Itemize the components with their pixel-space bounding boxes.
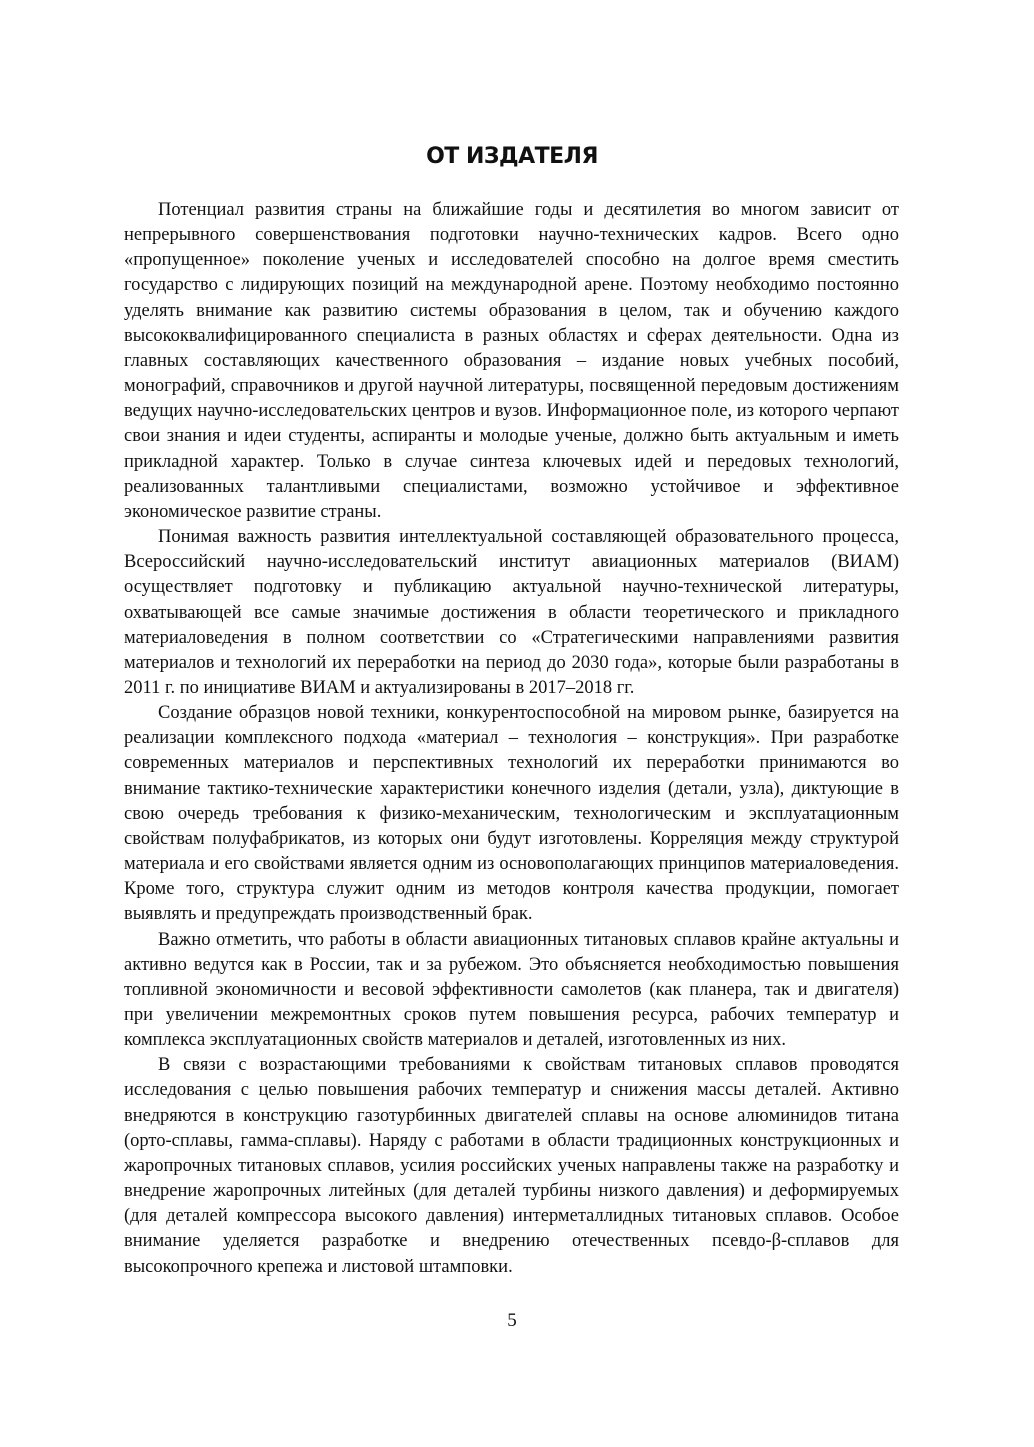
paragraph: Важно отметить, что работы в области авиационных титановых сплавов крайне актуальны и активно ведутся как в России, так и за рубежом. Это объясняется необходимостью повышения топливной экономичности и весовой эффективности самолетов (как планера, так и двигателя) при увеличении межремонтных сроков путем повышения ресурса, рабочих температур и комплекса эксплуатационных свойств материалов и деталей, изготовленных из них.	[124, 929, 899, 1051]
page-title: ОТ ИЗДАТЕЛЯ	[426, 144, 598, 169]
paragraph: Потенциал развития страны на ближайшие годы и десятилетия во многом зависит от непрерывного совершенствования подготовки научно-технических кадров. Всего одно «пропущенное» поколение ученых и исследователей способно на долгое время сместить государство с лидирующих позиций на международной арене. Поэтому необходимо постоянно уделять внимание как развитию системы образования в целом, так и обучению каждого высококвалифицированного специалиста в разных областях и сферах деятельности. Одна из главных составляющих качественного образования – издание новых учебных пособий, монографий, справочников и другой научной литературы, посвященной передовым достижениям ведущих научно-исследовательских центров и вузов. Информационное поле, из которого черпают свои знания и идеи студенты, аспиранты и молодые ученые, должно быть актуальным и иметь прикладной характер. Только в случае синтеза ключевых идей и передовых технологий, реализованных талантливыми специалистами, возможно устойчивое и эффективное экономическое развитие страны.	[124, 200, 899, 522]
paragraph: Понимая важность развития интеллектуальной составляющей образовательного процесса, Всероссийский научно-исследовательский институт авиационных материалов (ВИАМ) осуществляет подготовку и публикацию актуальной научно-технической литературы, охватывающей все самые значимые достижения в области теоретического и прикладного материаловедения в полном соответствии со «Стратегическими направлениями развития материалов и технологий их переработки на период до 2030 года», которые были разработаны в 2011 г. по инициативе ВИАМ и актуализированы в 2017–2018 гг.	[124, 527, 899, 698]
page-number: 5	[507, 1310, 517, 1331]
body-text	[124, 198, 899, 1280]
paragraph: Создание образцов новой техники, конкурентоспособной на мировом рынке, базируется на реализации комплексного подхода «материал – технология – конструкция». При разработке современных материалов и перспективных технологий их переработки принимаются во внимание тактико-технические характеристики конечного изделия (детали, узла), диктующие в свою очередь требования к физико-механическим, технологическим и эксплуатационным свойствам полуфабрикатов, из которых они будут изготовлены. Корреляция между структурой материала и его свойствами является одним из основополагающих принципов материаловедения. Кроме того, структура служит одним из методов контроля качества продукции, помогает выявлять и предупреждать производственный брак.	[124, 703, 899, 925]
paragraph: В связи с возрастающими требованиями к свойствам титановых сплавов проводятся исследования с целью повышения рабочих температур и снижения массы деталей. Активно внедряются в конструкцию газотурбинных двигателей сплавы на основе алюминидов титана (орто-сплавы, гамма-сплавы). Наряду с работами в области традиционных конструкционных и жаропрочных титановых сплавов, усилия российских ученых направлены также на разработку и внедрение жаропрочных литейных (для деталей турбины низкого давления) и деформируемых (для деталей компрессора высокого давления) интерметаллидных титановых сплавов. Особое внимание уделяется разработке и внедрению отечественных псевдо-β-сплавов для высокопрочного крепежа и листовой штамповки.	[124, 1055, 899, 1277]
